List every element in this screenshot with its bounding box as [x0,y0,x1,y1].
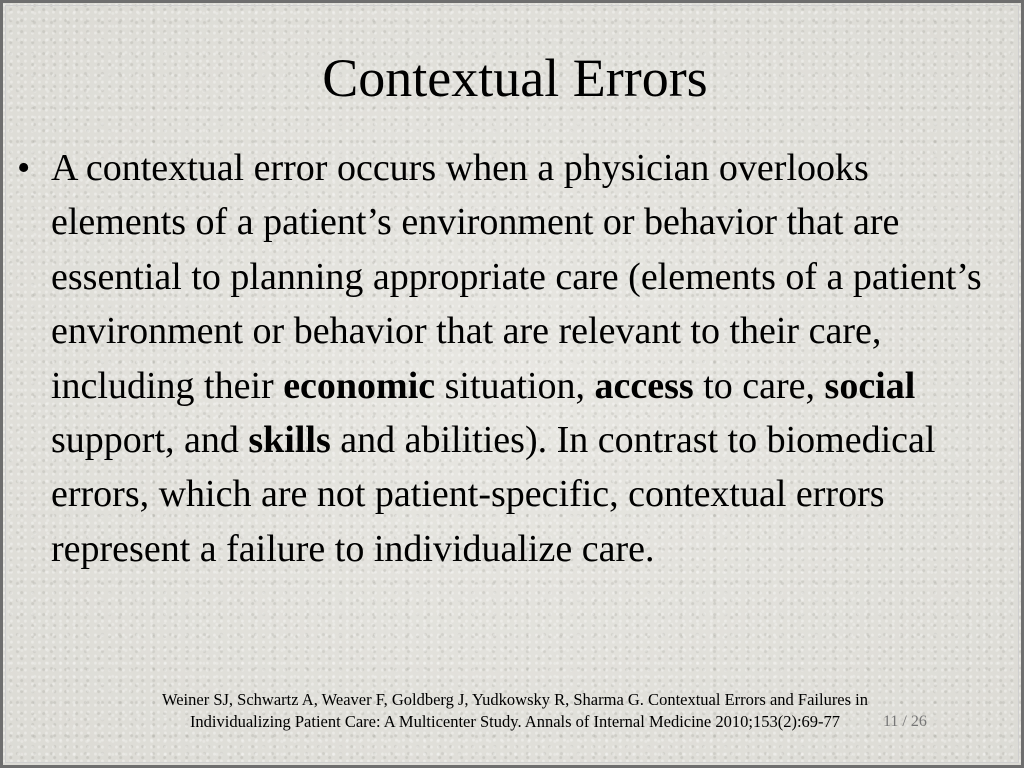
bullet-marker: • [17,147,31,189]
bullet-segment: and abilities). In contrast to biomedical errors, which are not patient-specific, contextual errors represent a failure to individualize care. [51,419,936,570]
bold-term-skills: skills [248,419,331,462]
page-number: 11 / 26 [883,713,927,730]
bullet-segment: situation, [435,364,595,407]
citation [63,689,967,733]
bullet-segment: to care, [693,364,825,407]
bullet-text [51,141,1007,576]
bold-term-access: access [594,364,694,407]
bullet-segment: A contextual error occurs when a physician overlooks elements of a patient’s environment or behavior that are essential to planning appropriate care (elements of a patient’s environment or behavior that are relevant to their care, including their [51,147,982,407]
bold-term-economic: economic [283,364,436,407]
slide-title: Contextual Errors [322,48,708,108]
citation-line-1: Weiner SJ, Schwartz A, Weaver F, Goldberg J, Yudkowsky R, Sharma G. Contextual Errors and Failures in [161,690,869,709]
bullet-segment: support, and [51,419,249,462]
citation-line-2: Individualizing Patient Care: A Multicenter Study. Annals of Internal Medicine 2010;153(2):69-77 [189,712,841,731]
bullet-item [17,141,1007,576]
bold-term-social: social [824,364,916,407]
